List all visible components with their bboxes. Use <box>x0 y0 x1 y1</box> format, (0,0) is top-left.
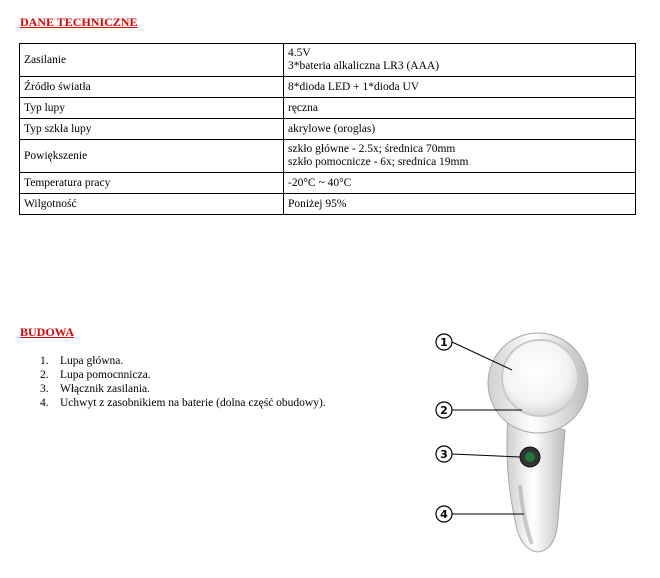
spec-value-line: 3*bateria alkaliczna LR3 (AAA) <box>288 60 440 72</box>
tech-heading: DANE TECHNICZNE <box>20 15 138 29</box>
table-row <box>20 173 636 194</box>
table-row <box>20 119 636 140</box>
table-row <box>20 44 636 77</box>
list-item <box>40 368 326 382</box>
parts-list <box>40 354 326 410</box>
callout-number: 4 <box>440 508 448 521</box>
power-switch-light <box>525 452 535 462</box>
list-item-text: Lupa główna. <box>60 355 124 367</box>
spec-value-line: 4.5V <box>288 47 311 59</box>
callout-number: 3 <box>440 448 448 461</box>
spec-value <box>284 140 636 173</box>
table-row <box>20 77 636 98</box>
spec-value: 8*dioda LED + 1*dioda UV <box>284 77 636 98</box>
list-item-text: Uchwyt z zasobnikiem na baterie (dolna część obudowy). <box>60 397 326 409</box>
spec-value <box>284 44 636 77</box>
spec-value: akrylowe (oroglas) <box>284 119 636 140</box>
specs-table <box>19 43 636 215</box>
table-row <box>20 98 636 119</box>
magnifier-illustration <box>420 320 620 570</box>
callout-4 <box>436 506 524 522</box>
spec-label: Źródło światła <box>20 77 284 98</box>
list-item-number: 1. <box>40 355 49 367</box>
list-item-text: Lupa pomocnnicza. <box>60 369 151 381</box>
table-row <box>20 140 636 173</box>
spec-value-line: szkło pomocnicze - 6x; srednica 19mm <box>288 156 469 168</box>
list-item <box>40 354 326 368</box>
list-item <box>40 396 326 410</box>
list-item <box>40 382 326 396</box>
spec-label: Temperatura pracy <box>20 173 284 194</box>
list-item-number: 4. <box>40 397 49 409</box>
list-item-number: 2. <box>40 369 49 381</box>
handle-shape <box>507 415 565 552</box>
spec-label: Typ lupy <box>20 98 284 119</box>
main-lens <box>502 340 578 416</box>
table-row <box>20 194 636 215</box>
spec-label: Wilgotność <box>20 194 284 215</box>
build-heading: BUDOWA <box>20 325 75 339</box>
callout-number: 2 <box>440 404 448 417</box>
spec-value: -20°C ~ 40°C <box>284 173 636 194</box>
spec-label: Zasilanie <box>20 44 284 77</box>
list-item-text: Włącznik zasilania. <box>60 383 151 395</box>
spec-label: Powiększenie <box>20 140 284 173</box>
spec-value: Poniżej 95% <box>284 194 636 215</box>
spec-value-line: szkło główne - 2.5x; średnica 70mm <box>288 143 456 155</box>
spec-label: Typ szkła lupy <box>20 119 284 140</box>
list-item-number: 3. <box>40 383 49 395</box>
spec-value: ręczna <box>284 98 636 119</box>
callout-number: 1 <box>440 336 448 349</box>
